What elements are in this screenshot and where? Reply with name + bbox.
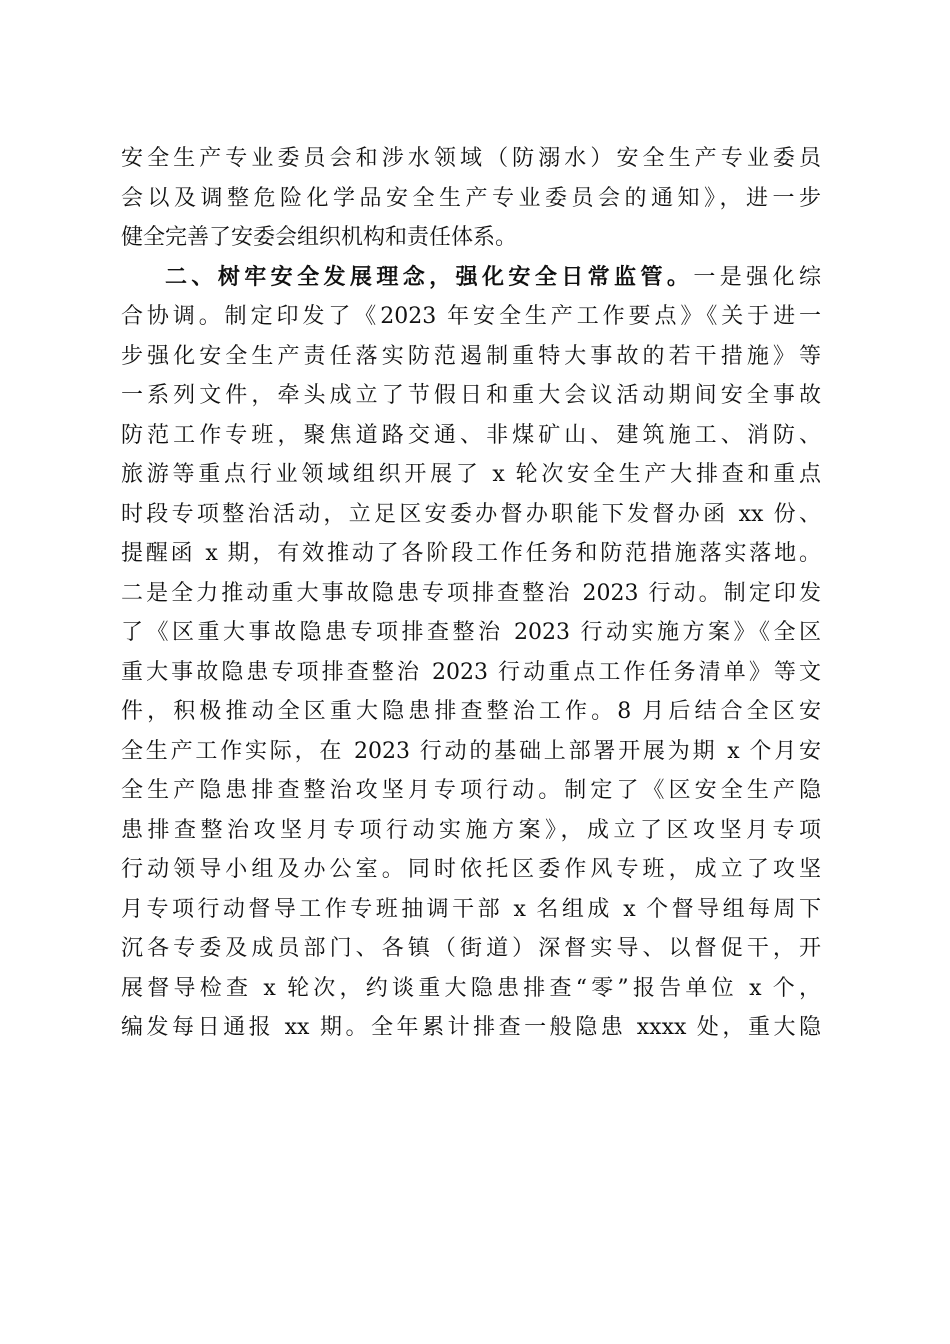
text-line: 提醒函 x 期，有效推动了各阶段工作任务和防范措施落实落地。 <box>121 541 821 566</box>
text-line: 时段专项整治活动，立足区安委办督办职能下发督办函 xx 份、 <box>121 501 821 527</box>
document-body <box>121 139 821 1048</box>
text-line: 合协调。制定印发了《2023 年安全生产工作要点》《关于进一 <box>121 304 821 329</box>
text-line: 步强化安全生产责任落实防范遏制重特大事故的若干措施》等 <box>121 343 821 369</box>
text-line: 一系列文件，牵头成立了节假日和重大会议活动期间安全事故 <box>121 383 821 408</box>
text-line: 重大事故隐患专项排查整治 2023 行动重点工作任务清单》等文 <box>121 659 821 685</box>
paragraph-1 <box>121 139 821 258</box>
text-line: 件，积极推动全区重大隐患排查整治工作。8 月后结合全区安 <box>121 699 821 724</box>
text-line: 健全完善了安委会组织机构和责任体系。 <box>121 225 518 250</box>
paragraph-2 <box>121 258 821 1048</box>
text-line: 全生产工作实际，在 2023 行动的基础上部署开展为期 x 个月安 <box>121 738 821 764</box>
text-line: 沉各专委及成员部门、各镇（街道）深督实导、以督促干，开 <box>121 936 821 961</box>
text-line: 行动领导小组及办公室。同时依托区委作风专班，成立了攻坚 <box>121 857 821 882</box>
text-line: 安全生产专业委员会和涉水领域（防溺水）安全生产专业委员 <box>121 146 821 171</box>
text-line: 患排查整治攻坚月专项行动实施方案》，成立了区攻坚月专项 <box>121 817 821 843</box>
text-line: 全生产隐患排查整治攻坚月专项行动。制定了《区安全生产隐 <box>121 778 821 803</box>
text-line: 编发每日通报 xx 期。全年累计排查一般隐患 xxxx 处，重大隐 <box>121 1015 821 1040</box>
text-line: 旅游等重点行业领域组织开展了 x 轮次安全生产大排查和重点 <box>121 462 821 487</box>
section-heading: 二、树牢安全发展理念，强化安全日常监管。 <box>165 263 694 290</box>
text-line: 防范工作专班，聚焦道路交通、非煤矿山、建筑施工、消防、 <box>121 422 821 448</box>
text-line <box>121 258 821 298</box>
text-line: 了《区重大事故隐患专项排查整治 2023 行动实施方案》《全区 <box>121 620 821 645</box>
text-line: 会以及调整危险化学品安全生产专业委员会的通知》，进一步 <box>121 185 821 211</box>
text-fragment: 一是强化综 <box>693 264 821 290</box>
text-line: 二是全力推动重大事故隐患专项排查整治 2023 行动。制定印发 <box>121 580 821 606</box>
text-line: 月专项行动督导工作专班抽调干部 x 名组成 x 个督导组每周下 <box>121 896 821 922</box>
text-line: 展督导检查 x 轮次，约谈重大隐患排查“零”报告单位 x 个， <box>121 975 821 1001</box>
